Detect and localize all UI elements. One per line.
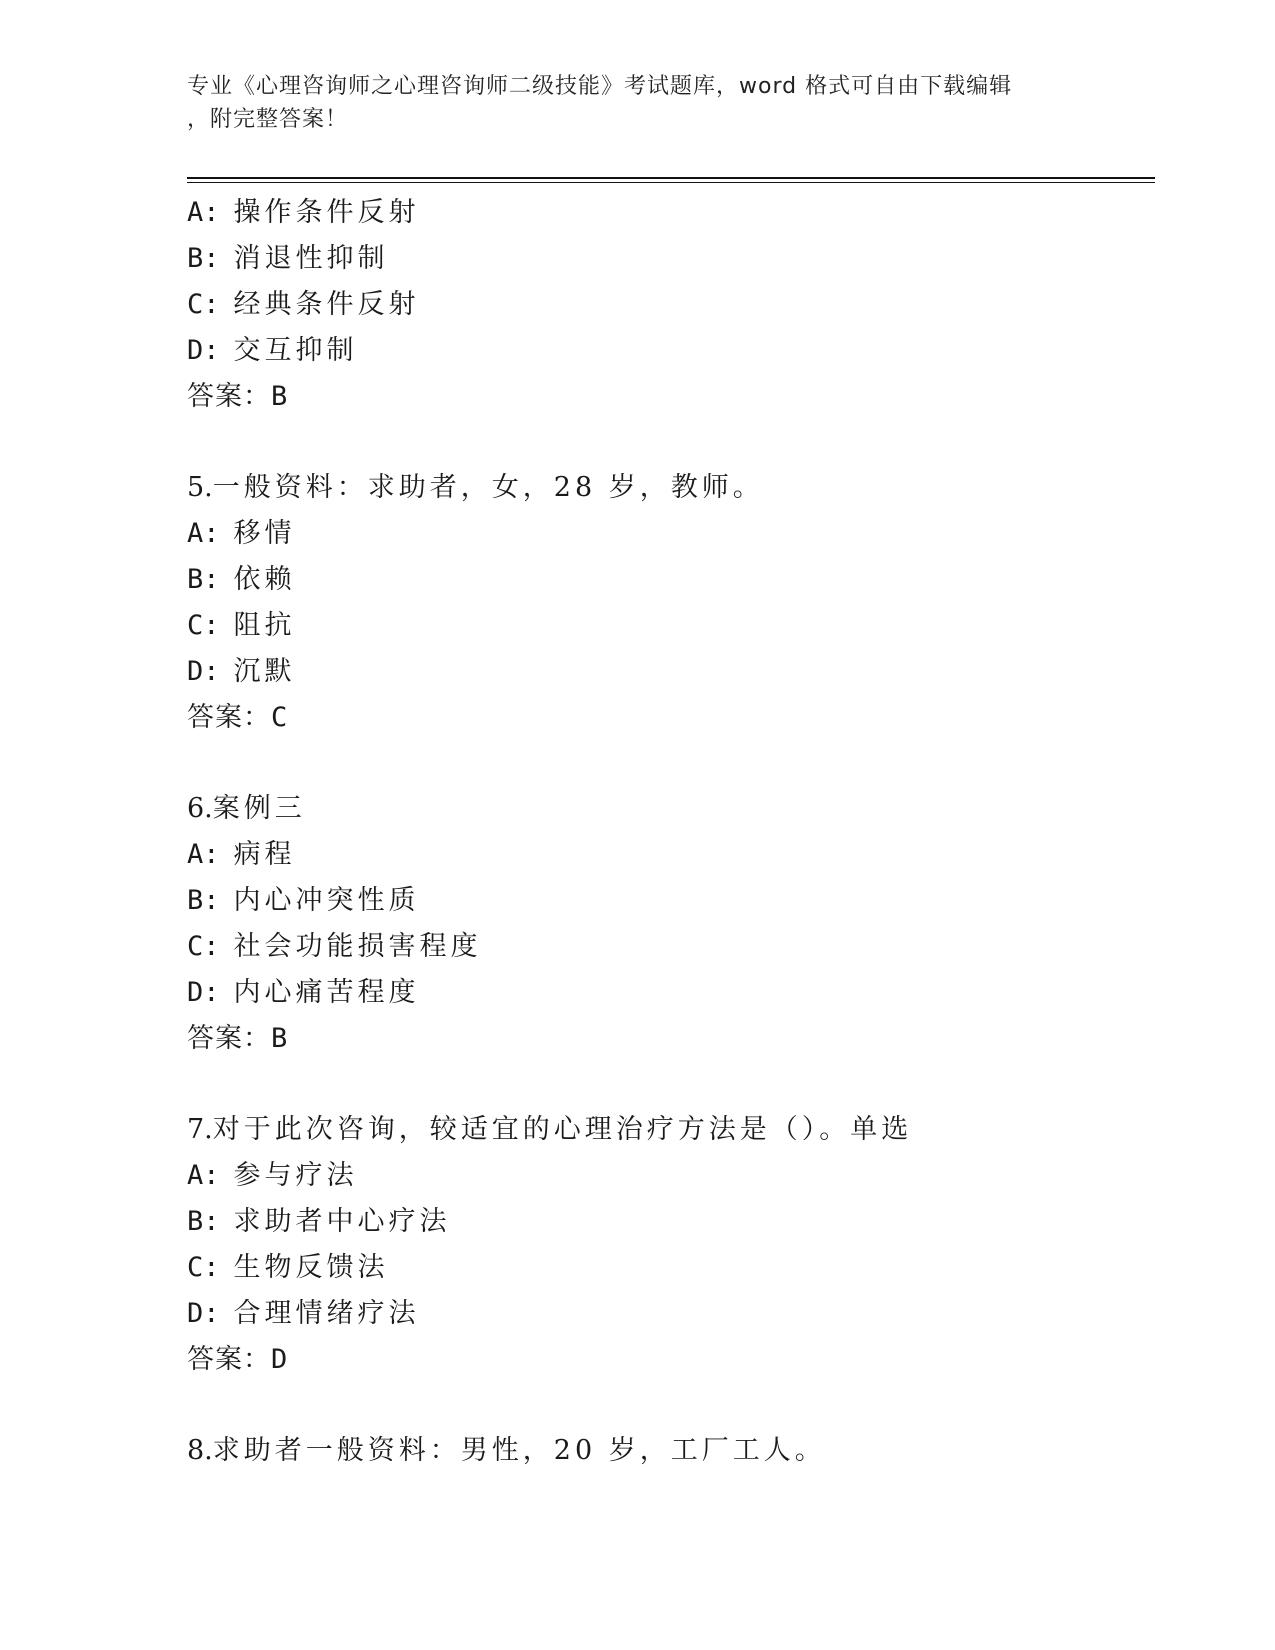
option-c: C: 经典条件反射 [187, 289, 420, 320]
question-stem: 6.案例三 [187, 793, 306, 824]
document-header [187, 70, 1087, 136]
question-block-7 [187, 1107, 1155, 1383]
option-a: A: 移情 [187, 518, 296, 549]
answer-line: 答案：B [187, 1023, 289, 1054]
answer-value: B [271, 381, 289, 412]
option-a: A: 操作条件反射 [187, 197, 420, 228]
question-number: 8. [187, 1435, 213, 1466]
answer-value: C [271, 702, 289, 733]
header-divider-thick [187, 177, 1155, 179]
question-stem: 5.一般资料：求助者，女，28 岁，教师。 [187, 472, 764, 503]
question-block-6 [187, 786, 1155, 1062]
question-number: 5. [187, 472, 213, 503]
question-list [187, 190, 1155, 1474]
option-a: A: 参与疗法 [187, 1160, 358, 1191]
option-b: B: 内心冲突性质 [187, 885, 420, 916]
question-stem: 7.对于此次咨询，较适宜的心理治疗方法是（）。单选 [187, 1114, 913, 1145]
option-d: D: 交互抑制 [187, 335, 358, 366]
answer-line: 答案：C [187, 702, 289, 733]
option-c: C: 生物反馈法 [187, 1252, 389, 1283]
answer-line: 答案：B [187, 381, 289, 412]
question-block-prev [187, 190, 1155, 420]
option-b: B: 消退性抑制 [187, 243, 389, 274]
question-block-8 [187, 1428, 1155, 1474]
option-b: B: 依赖 [187, 564, 296, 595]
option-d: D: 合理情绪疗法 [187, 1298, 420, 1329]
answer-value: B [271, 1023, 289, 1054]
option-a: A: 病程 [187, 839, 296, 870]
question-number: 7. [187, 1114, 213, 1145]
question-number: 6. [187, 793, 213, 824]
option-c: C: 社会功能损害程度 [187, 931, 482, 962]
option-c: C: 阻抗 [187, 610, 296, 641]
option-d: D: 沉默 [187, 656, 296, 687]
question-block-5 [187, 465, 1155, 741]
question-stem: 8.求助者一般资料：男性，20 岁，工厂工人。 [187, 1435, 826, 1466]
option-b: B: 求助者中心疗法 [187, 1206, 451, 1237]
option-d: D: 内心痛苦程度 [187, 977, 420, 1008]
answer-value: D [271, 1344, 289, 1375]
answer-line: 答案：D [187, 1344, 289, 1375]
header-line-2: ，附完整答案！ [187, 107, 349, 132]
header-line-1: 专业《心理咨询师之心理咨询师二级技能》考试题库，word 格式可自由下载编辑 [187, 74, 1013, 99]
header-divider-thin [187, 182, 1155, 183]
